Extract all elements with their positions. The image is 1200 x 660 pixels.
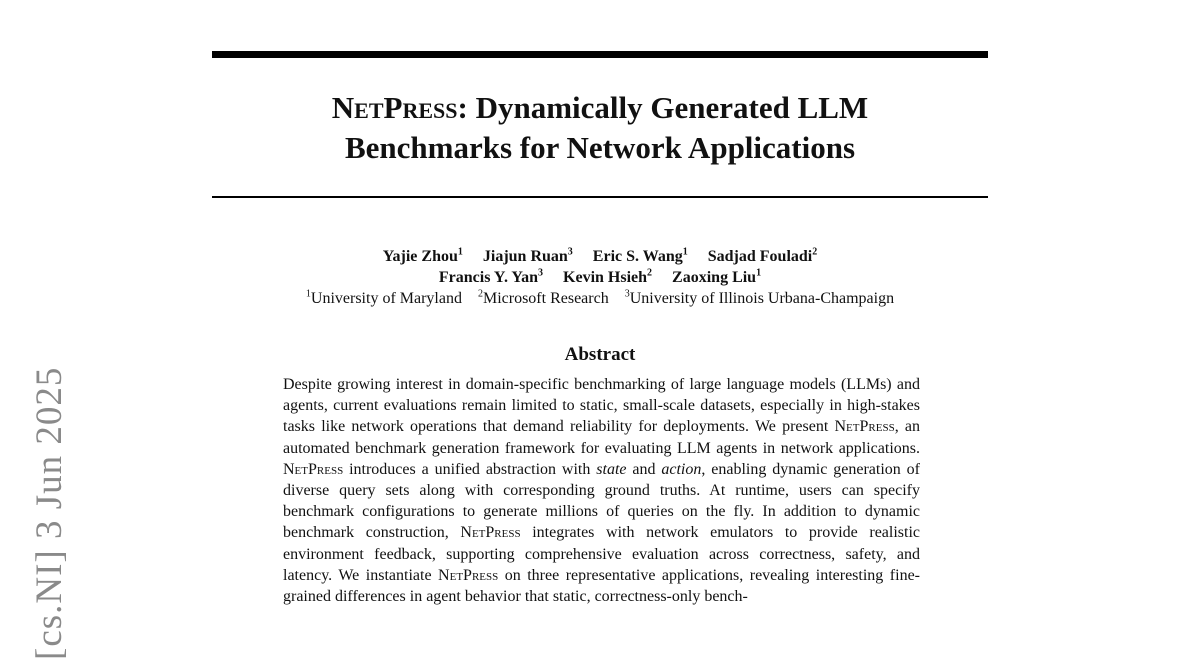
author: Jiajun Ruan$^3$ bbox=[482, 246, 573, 265]
title-line2: Benchmarks for Network Applications bbox=[344, 130, 856, 165]
affiliation: $^2$Microsoft Research bbox=[477, 288, 609, 307]
author-block bbox=[150, 246, 1050, 309]
system-name: NetPress bbox=[283, 460, 344, 478]
author: Eric S. Wang$^1$ bbox=[592, 246, 688, 265]
paper-title bbox=[212, 88, 988, 168]
title-name-part1: Net bbox=[331, 90, 384, 125]
abstract-text: Despite growing interest in domain-specific benchmarking of large language models (LLMs) and agents, current evaluations remain limited to static, small-scale datasets, especially in high-stakes tasks like network operations that demand reliability for deployments. We present NetPress, an automated benchmark generation framework for evaluating LLM agents in network applications. NetPress introduces a unified abstraction with state and action, enabling dynamic generation of diverse query sets along with corresponding ground truths. At runtime, users can specify benchmark configurations to generate millions of queries on the fly. In addition to dynamic benchmark construction, NetPress integrates with network emulators to provide realistic environment feedback, supporting comprehensive evaluation across correctness, safety, and latency. We instantiate NetPress on three representative applications, revealing interesting fine-grained differences in agent behavior that static, correctness-only bench- bbox=[283, 376, 921, 606]
abstract-heading: Abstract bbox=[564, 344, 636, 365]
author-line-2 bbox=[150, 267, 1050, 288]
affiliation: $^1$University of Maryland bbox=[305, 288, 462, 307]
arxiv-side-stamp: [cs.NI] 3 Jun 2025 bbox=[29, 366, 70, 660]
affiliations bbox=[150, 288, 1050, 309]
affiliation: $^3$University of Illinois Urbana-Champaign bbox=[624, 288, 895, 307]
author: Francis Y. Yan$^3$ bbox=[438, 267, 544, 286]
top-rule bbox=[212, 51, 988, 58]
author-line-1 bbox=[150, 246, 1050, 267]
title-bottom-rule bbox=[212, 196, 988, 198]
system-name: NetPress bbox=[834, 418, 895, 436]
author: Sadjad Fouladi$^2$ bbox=[707, 246, 818, 265]
title-name-part2: Press bbox=[383, 90, 458, 125]
author: Kevin Hsieh$^2$ bbox=[563, 267, 653, 286]
title-line1-rest: : Dynamically Generated LLM bbox=[457, 90, 869, 125]
system-name: NetPress bbox=[438, 566, 499, 584]
author: Zaoxing Liu$^1$ bbox=[672, 267, 762, 286]
system-name: NetPress bbox=[460, 524, 521, 542]
author: Yajie Zhou$^1$ bbox=[382, 246, 463, 265]
